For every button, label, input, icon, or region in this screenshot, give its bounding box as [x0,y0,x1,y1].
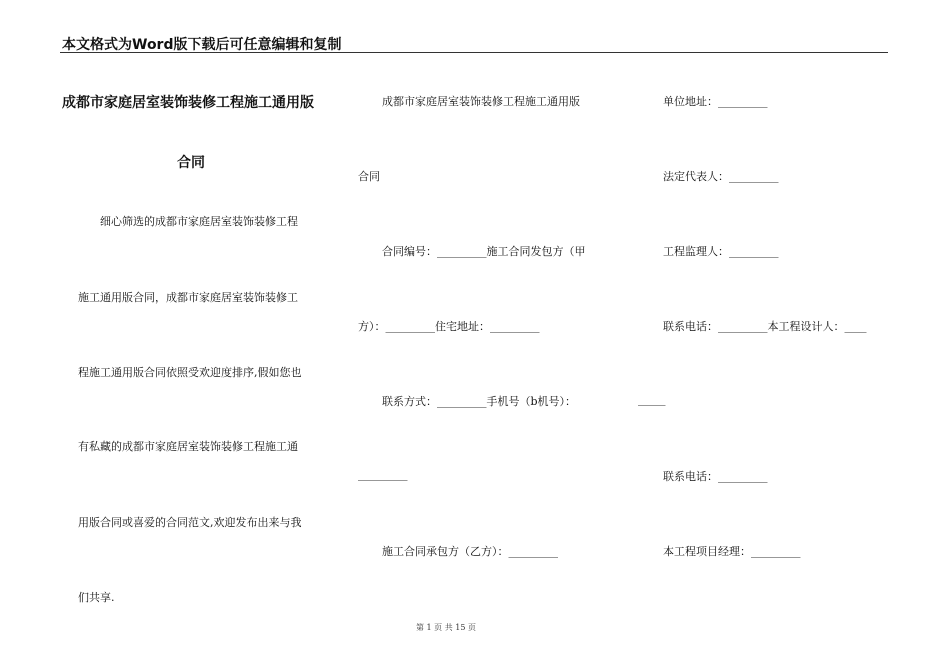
contract-field-blank: _____ [638,393,666,406]
intro-paragraph-line: 细心筛选的成都市家庭居室装饰装修工程 [100,215,298,228]
page-number: 第 1 页 共 15 页 [416,623,476,632]
intro-paragraph-line: 们共享. [78,591,115,604]
contract-field-line: 工程监理人：_________ [663,245,779,258]
contract-field-line: 本工程项目经理：_________ [663,545,801,558]
contract-title-line: 合同 [358,170,380,183]
contract-field-line: 联系方式：_________手机号（b机号）： [382,395,577,408]
document-title-line1: 成都市家庭居室装饰装修工程施工通用版 [62,95,314,111]
contract-field-line: 联系电话：_________ [663,470,768,483]
contract-title-line: 成都市家庭居室装饰装修工程施工通用版 [382,95,580,108]
intro-paragraph-line: 用版合同或喜爱的合同范文,欢迎发布出来与我 [78,516,302,529]
intro-paragraph-line: 有私藏的成都市家庭居室装饰装修工程施工通 [78,440,298,453]
document-header: 本文格式为Word版下载后可任意编辑和复制 [62,37,342,53]
header-divider [60,52,888,53]
contract-field-line: 合同编号：_________施工合同发包方（甲 [382,245,586,258]
contract-field-line: 联系电话：_________本工程设计人：____ [663,320,867,333]
intro-paragraph-line: 程施工通用版合同依照受欢迎度排序,假如您也 [78,366,302,379]
document-title-line2: 合同 [177,155,205,171]
contract-field-line: _________ [358,468,408,481]
contract-field-line: 施工合同承包方（乙方）：_________ [382,545,558,558]
contract-field-line: 法定代表人：_________ [663,170,779,183]
contract-field-line: 单位地址：_________ [663,95,768,108]
contract-field-line: 方）：_________住宅地址：_________ [358,320,540,333]
intro-paragraph-line: 施工通用版合同，成都市家庭居室装饰装修工 [78,291,298,304]
